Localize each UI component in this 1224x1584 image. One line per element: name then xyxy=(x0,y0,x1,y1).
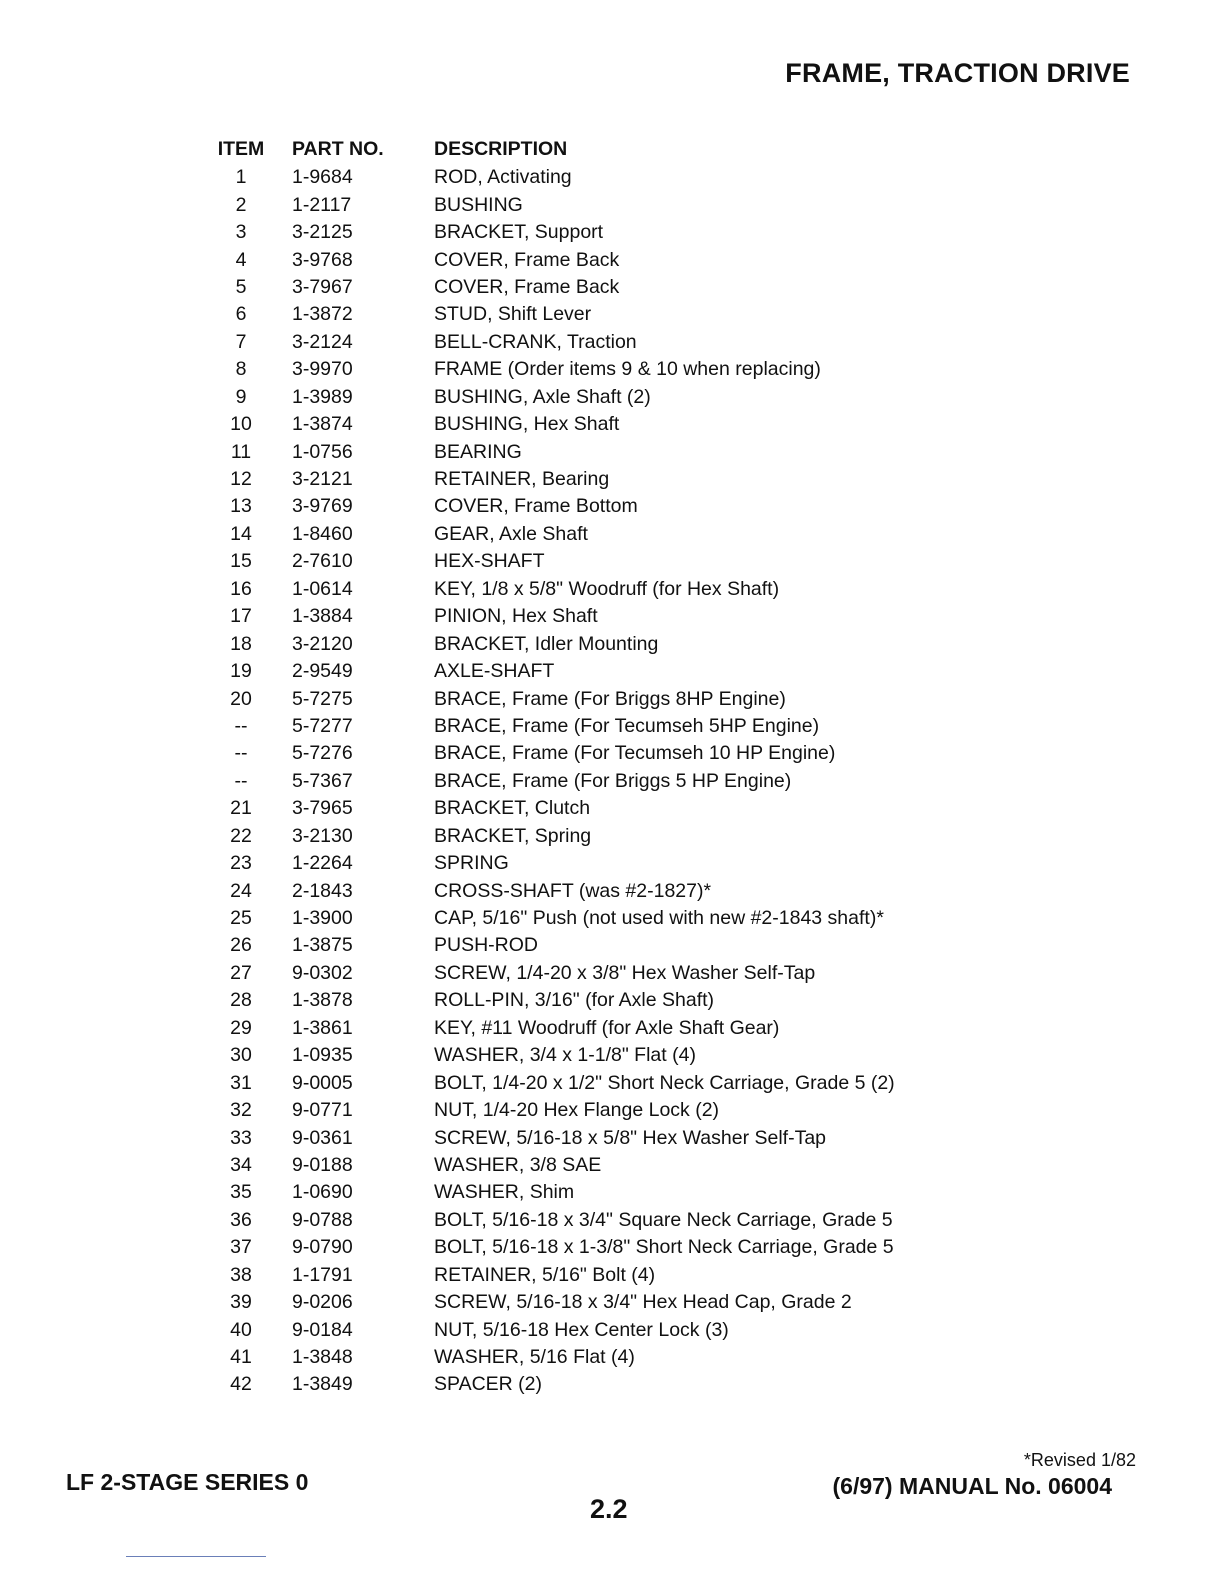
item-cell: 24 xyxy=(230,879,252,902)
item-cell: 34 xyxy=(230,1153,252,1176)
item-cell: 20 xyxy=(230,687,252,710)
description-cell: BOLT, 5/16-18 x 3/4" Square Neck Carriage, Grade 5 xyxy=(434,1208,893,1231)
description-cell: HEX-SHAFT xyxy=(434,550,545,573)
part-no-cell: 5-7275 xyxy=(292,687,353,710)
table-row xyxy=(196,905,956,932)
item-cell: 27 xyxy=(230,961,252,984)
part-no-cell: 1-3861 xyxy=(292,1016,353,1039)
item-cell: 6 xyxy=(235,303,247,326)
table-row xyxy=(196,301,956,328)
part-no-cell: 2-1843 xyxy=(292,879,353,902)
part-no-cell: 1-3872 xyxy=(292,303,353,326)
description-cell: BRACKET, Idler Mounting xyxy=(434,632,659,655)
part-no-cell: 1-3849 xyxy=(292,1373,353,1396)
item-cell: 35 xyxy=(230,1181,252,1204)
table-row xyxy=(196,603,956,630)
item-cell: 3 xyxy=(235,221,247,244)
table-row xyxy=(196,274,956,301)
part-no-cell: 1-0614 xyxy=(292,577,353,600)
item-cell: 38 xyxy=(230,1263,252,1286)
item-cell: 19 xyxy=(230,660,252,683)
item-cell: 16 xyxy=(230,577,252,600)
description-cell: BRACKET, Clutch xyxy=(434,797,591,820)
description-cell: RETAINER, 5/16" Bolt (4) xyxy=(434,1263,656,1286)
table-row xyxy=(196,877,956,904)
part-no-cell: 5-7367 xyxy=(292,769,353,792)
table-row xyxy=(196,219,956,246)
table-row xyxy=(196,246,956,273)
description-cell: BOLT, 1/4-20 x 1/2" Short Neck Carriage, Grade 5 (2) xyxy=(434,1071,895,1094)
table-body xyxy=(196,164,956,1399)
item-cell: 22 xyxy=(230,824,252,847)
item-cell: 14 xyxy=(230,522,252,545)
description-cell: SCREW, 5/16-18 x 3/4" Hex Head Cap, Grade 2 xyxy=(434,1291,852,1314)
part-no-cell: 1-1791 xyxy=(292,1263,353,1286)
description-cell: BRACE, Frame (For Briggs 5 HP Engine) xyxy=(434,769,792,792)
part-no-cell: 3-2125 xyxy=(292,221,353,244)
table-row xyxy=(196,740,956,767)
item-cell: 36 xyxy=(230,1208,252,1231)
item-cell: 23 xyxy=(230,852,252,875)
table-row xyxy=(196,1371,956,1398)
item-cell: 29 xyxy=(230,1016,252,1039)
table-row xyxy=(196,1234,956,1261)
item-cell: 28 xyxy=(230,989,252,1012)
part-no-cell: 3-2121 xyxy=(292,468,353,491)
item-cell: 2 xyxy=(235,193,247,216)
part-no-cell: 3-7965 xyxy=(292,797,353,820)
table-row xyxy=(196,1152,956,1179)
table-row xyxy=(196,411,956,438)
part-no-cell: 1-3878 xyxy=(292,989,353,1012)
part-no-cell: 1-3900 xyxy=(292,907,353,930)
part-no-cell: 3-9768 xyxy=(292,248,353,271)
table-row xyxy=(196,356,956,383)
part-no-cell: 3-2130 xyxy=(292,824,353,847)
item-cell: 5 xyxy=(235,275,247,298)
description-cell: PINION, Hex Shaft xyxy=(434,605,598,628)
item-cell: 37 xyxy=(230,1236,252,1259)
description-cell: BUSHING xyxy=(434,193,523,216)
part-no-cell: 9-0771 xyxy=(292,1099,353,1122)
item-cell: 10 xyxy=(230,413,252,436)
part-no-cell: 5-7276 xyxy=(292,742,353,765)
description-cell: COVER, Frame Back xyxy=(434,248,620,271)
header-part-no: PART NO. xyxy=(292,137,384,160)
description-cell: BEARING xyxy=(434,440,522,463)
header-item: ITEM xyxy=(217,137,265,160)
bottom-rule xyxy=(126,1556,266,1557)
table-row xyxy=(196,713,956,740)
table-row xyxy=(196,1042,956,1069)
description-cell: BRACKET, Spring xyxy=(434,824,592,847)
table-row xyxy=(196,1097,956,1124)
item-cell: 30 xyxy=(230,1044,252,1067)
description-cell: KEY, #11 Woodruff (for Axle Shaft Gear) xyxy=(434,1016,780,1039)
part-no-cell: 9-0184 xyxy=(292,1318,353,1341)
table-row xyxy=(196,658,956,685)
table-row xyxy=(196,466,956,493)
table-row xyxy=(196,1289,956,1316)
description-cell: SCREW, 5/16-18 x 5/8" Hex Washer Self-Tap xyxy=(434,1126,827,1149)
parts-table xyxy=(196,134,956,1399)
description-cell: BRACKET, Support xyxy=(434,221,604,244)
description-cell: STUD, Shift Lever xyxy=(434,303,592,326)
table-row xyxy=(196,768,956,795)
part-no-cell: 1-0935 xyxy=(292,1044,353,1067)
description-cell: WASHER, 5/16 Flat (4) xyxy=(434,1346,635,1369)
description-cell: BRACE, Frame (For Tecumseh 10 HP Engine) xyxy=(434,742,836,765)
item-cell: 42 xyxy=(230,1373,252,1396)
description-cell: COVER, Frame Bottom xyxy=(434,495,638,518)
table-row xyxy=(196,329,956,356)
table-row xyxy=(196,932,956,959)
item-cell: 9 xyxy=(235,385,247,408)
part-no-cell: 1-3884 xyxy=(292,605,353,628)
table-row xyxy=(196,1179,956,1206)
table-row xyxy=(196,960,956,987)
item-cell: 4 xyxy=(235,248,247,271)
item-cell: 17 xyxy=(230,605,252,628)
description-cell: SCREW, 1/4-20 x 3/8" Hex Washer Self-Tap xyxy=(434,961,816,984)
part-no-cell: 9-0361 xyxy=(292,1126,353,1149)
part-no-cell: 3-7967 xyxy=(292,275,353,298)
page-number: 2.2 xyxy=(590,1494,628,1524)
description-cell: BOLT, 5/16-18 x 1-3/8" Short Neck Carriage, Grade 5 xyxy=(434,1236,894,1259)
item-cell: 39 xyxy=(230,1291,252,1314)
description-cell: BRACE, Frame (For Tecumseh 5HP Engine) xyxy=(434,714,820,737)
part-no-cell: 3-2120 xyxy=(292,632,353,655)
page-title: FRAME, TRACTION DRIVE xyxy=(785,58,1130,88)
table-row xyxy=(196,1124,956,1151)
part-no-cell: 9-0790 xyxy=(292,1236,353,1259)
item-cell: 31 xyxy=(230,1071,252,1094)
part-no-cell: 1-2264 xyxy=(292,852,353,875)
part-no-cell: 1-9684 xyxy=(292,166,353,189)
part-no-cell: 5-7277 xyxy=(292,714,353,737)
item-cell: 15 xyxy=(230,550,252,573)
description-cell: NUT, 5/16-18 Hex Center Lock (3) xyxy=(434,1318,729,1341)
item-cell: 26 xyxy=(230,934,252,957)
description-cell: SPACER (2) xyxy=(434,1373,542,1396)
item-cell: 1 xyxy=(235,166,247,189)
description-cell: BRACE, Frame (For Briggs 8HP Engine) xyxy=(434,687,786,710)
table-row xyxy=(196,795,956,822)
item-cell: 41 xyxy=(230,1346,252,1369)
part-no-cell: 1-3848 xyxy=(292,1346,353,1369)
revised-note: *Revised 1/82 xyxy=(1023,1450,1136,1470)
table-row xyxy=(196,1207,956,1234)
item-cell: -- xyxy=(234,742,248,765)
table-row xyxy=(196,164,956,191)
table-row xyxy=(196,1015,956,1042)
part-no-cell: 1-3874 xyxy=(292,413,353,436)
table-row xyxy=(196,548,956,575)
description-cell: PUSH-ROD xyxy=(434,934,539,957)
part-no-cell: 1-0756 xyxy=(292,440,353,463)
table-row xyxy=(196,823,956,850)
item-cell: 25 xyxy=(230,907,252,930)
description-cell: BELL-CRANK, Traction xyxy=(434,330,637,353)
description-cell: WASHER, Shim xyxy=(434,1181,575,1204)
item-cell: 21 xyxy=(230,797,252,820)
description-cell: FRAME (Order items 9 & 10 when replacing) xyxy=(434,358,821,381)
description-cell: BUSHING, Hex Shaft xyxy=(434,413,620,436)
description-cell: CROSS-SHAFT (was #2-1827)* xyxy=(434,879,712,902)
description-cell: NUT, 1/4-20 Hex Flange Lock (2) xyxy=(434,1099,720,1122)
part-no-cell: 9-0788 xyxy=(292,1208,353,1231)
part-no-cell: 1-0690 xyxy=(292,1181,353,1204)
part-no-cell: 9-0206 xyxy=(292,1291,353,1314)
part-no-cell: 3-9769 xyxy=(292,495,353,518)
table-row xyxy=(196,850,956,877)
item-cell: 8 xyxy=(235,358,247,381)
table-row xyxy=(196,521,956,548)
series-label: LF 2-STAGE SERIES 0 xyxy=(66,1469,309,1495)
part-no-cell: 1-2117 xyxy=(292,193,352,216)
description-cell: GEAR, Axle Shaft xyxy=(434,522,588,545)
description-cell: SPRING xyxy=(434,852,509,875)
table-row xyxy=(196,987,956,1014)
item-cell: -- xyxy=(234,769,248,792)
item-cell: 33 xyxy=(230,1126,252,1149)
table-row xyxy=(196,1316,956,1343)
item-cell: 11 xyxy=(230,440,252,463)
table-row xyxy=(196,1262,956,1289)
description-cell: BUSHING, Axle Shaft (2) xyxy=(434,385,651,408)
part-no-cell: 3-2124 xyxy=(292,330,353,353)
part-no-cell: 9-0302 xyxy=(292,961,353,984)
item-cell: 13 xyxy=(230,495,252,518)
description-cell: RETAINER, Bearing xyxy=(434,468,610,491)
description-cell: ROLL-PIN, 3/16" (for Axle Shaft) xyxy=(434,989,715,1012)
description-cell: WASHER, 3/4 x 1-1/8" Flat (4) xyxy=(434,1044,696,1067)
description-cell: AXLE-SHAFT xyxy=(434,660,555,683)
part-no-cell: 1-8460 xyxy=(292,522,353,545)
table-row xyxy=(196,191,956,218)
table-row xyxy=(196,576,956,603)
description-cell: ROD, Activating xyxy=(434,166,572,189)
part-no-cell: 1-3875 xyxy=(292,934,353,957)
item-cell: 40 xyxy=(230,1318,252,1341)
part-no-cell: 2-9549 xyxy=(292,660,353,683)
item-cell: -- xyxy=(234,714,248,737)
description-cell: WASHER, 3/8 SAE xyxy=(434,1153,602,1176)
item-cell: 7 xyxy=(235,330,247,353)
item-cell: 18 xyxy=(230,632,252,655)
part-no-cell: 2-7610 xyxy=(292,550,353,573)
description-cell: COVER, Frame Back xyxy=(434,275,620,298)
item-cell: 12 xyxy=(230,468,252,491)
table-row xyxy=(196,630,956,657)
table-header xyxy=(196,134,956,164)
part-no-cell: 3-9970 xyxy=(292,358,353,381)
table-row xyxy=(196,1344,956,1371)
part-no-cell: 9-0188 xyxy=(292,1153,353,1176)
item-cell: 32 xyxy=(230,1099,252,1122)
description-cell: CAP, 5/16" Push (not used with new #2-1843 shaft)* xyxy=(434,907,884,930)
header-description: DESCRIPTION xyxy=(434,137,568,160)
table-row xyxy=(196,384,956,411)
part-no-cell: 1-3989 xyxy=(292,385,353,408)
table-row xyxy=(196,438,956,465)
table-row xyxy=(196,493,956,520)
table-row xyxy=(196,685,956,712)
table-row xyxy=(196,1069,956,1096)
part-no-cell: 9-0005 xyxy=(292,1071,353,1094)
description-cell: KEY, 1/8 x 5/8" Woodruff (for Hex Shaft) xyxy=(434,577,780,600)
manual-number: (6/97) MANUAL No. 06004 xyxy=(832,1473,1112,1499)
